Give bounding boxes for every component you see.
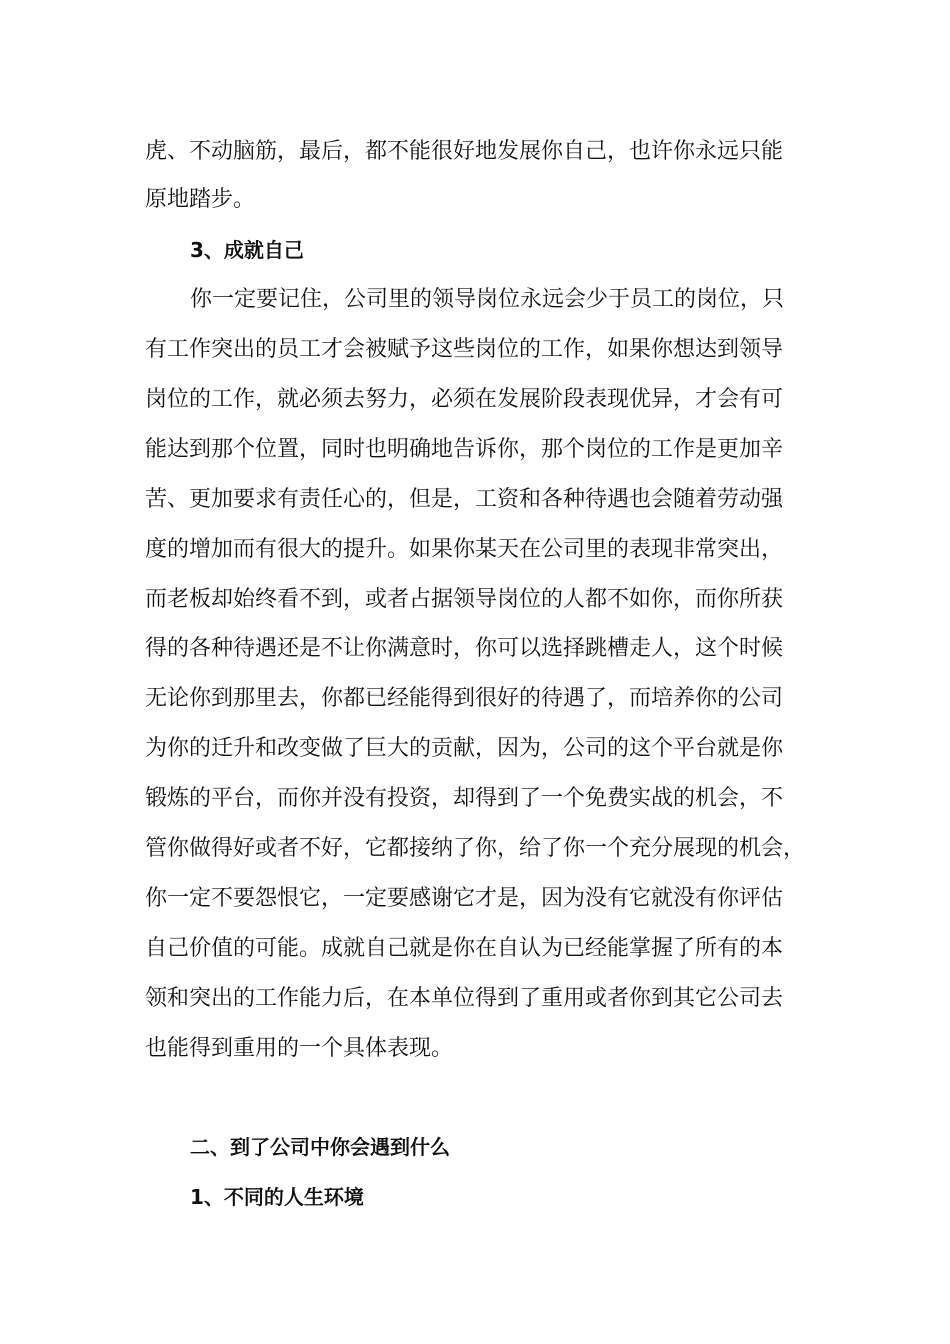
paragraph-line: 自己价值的可能。成就自己就是你在自认为已经能掌握了所有的本 [145, 936, 784, 961]
paragraph-line: 岗位的工作，就必须去努力，必须在发展阶段表现优异，才会有可 [145, 387, 784, 412]
paragraph-line: 无论你到那里去，你都已经能得到很好的待遇了，而培养你的公司 [145, 686, 784, 711]
paragraph-line: 也能得到重用的一个具体表现。 [145, 1036, 454, 1061]
paragraph-line: 领和突出的工作能力后，在本单位得到了重用或者你到其它公司去 [145, 986, 784, 1011]
chapter-2-heading: 二、到了公司中你会遇到什么 [190, 1135, 450, 1159]
paragraph-line: 为你的迁升和改变做了巨大的贡献，因为，公司的这个平台就是你 [145, 736, 784, 761]
paragraph-line: 苦、更加要求有责任心的，但是，工资和各种待遇也会随着劳动强 [145, 487, 784, 512]
section-1-heading: 1、不同的人生环境 [190, 1185, 364, 1209]
intro-line-2: 原地踏步。 [145, 187, 256, 212]
paragraph-line: 有工作突出的员工才会被赋予这些岗位的工作，如果你想达到领导 [145, 337, 784, 362]
paragraph-line: 度的增加而有很大的提升。如果你某天在公司里的表现非常突出， [145, 537, 784, 562]
paragraph-line: 锻炼的平台，而你并没有投资，却得到了一个免费实战的机会，不 [145, 786, 784, 811]
paragraph-line: 能达到那个位置，同时也明确地告诉你，那个岗位的工作是更加辛 [145, 437, 784, 462]
section-3-heading: 3、成就自己 [190, 238, 304, 262]
paragraph-line: 而老板却始终看不到，或者占据领导岗位的人都不如你，而你所获 [145, 587, 784, 612]
paragraph-line: 你一定不要怨恨它，一定要感谢它才是，因为没有它就没有你评估 [145, 886, 784, 911]
paragraph-line: 你一定要记住，公司里的领导岗位永远会少于员工的岗位，只 [190, 287, 785, 312]
intro-line-1: 虎、不动脑筋，最后，都不能很好地发展你自己，也许你永远只能 [145, 139, 784, 164]
paragraph-line: 管你做得好或者不好，它都接纳了你，给了你一个充分展现的机会， [145, 836, 806, 861]
paragraph-line: 得的各种待遇还是不让你满意时，你可以选择跳槽走人，这个时候 [145, 636, 784, 661]
